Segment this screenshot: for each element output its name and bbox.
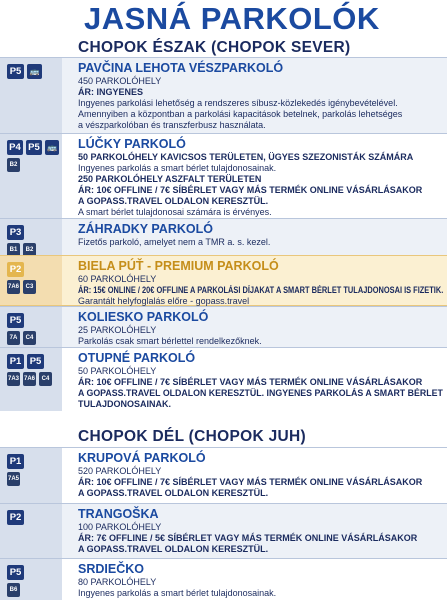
parking-row <box>0 57 447 133</box>
icon-column <box>0 307 62 347</box>
parking-name: OTUPNÉ PARKOLÓ <box>78 351 196 365</box>
parking-info-line: A GOPASS.TRAVEL OLDALON KERESZTÜL. <box>78 544 269 554</box>
parking-zone-icon: P5 <box>7 565 24 580</box>
lift-icon: C4 <box>39 372 52 386</box>
page-title: JASNÁ PARKOLÓK <box>84 1 380 36</box>
section-heading: CHOPOK ÉSZAK (CHOPOK SEVER) <box>78 39 351 56</box>
parking-info-line: a vészparkolóban és transzferbusz használata. <box>78 120 266 130</box>
lift-icon: B2 <box>23 243 36 257</box>
parking-row <box>0 306 447 347</box>
parking-row <box>0 133 447 218</box>
parking-name: KRUPOVÁ PARKOLÓ <box>78 451 206 465</box>
lift-icon: 7A6 <box>7 280 20 294</box>
parking-info-line: ÁR: 10€ OFFLINE / 7€ SÍBÉRLET VAGY MÁS TERMÉK ONLINE VÁSÁRLÁSAKOR <box>78 185 423 195</box>
bus-icon: 🚌 <box>27 64 42 79</box>
parking-zone-icon: P1 <box>7 454 24 469</box>
parking-info-line: A GOPASS.TRAVEL OLDALON KERESZTÜL. <box>78 196 269 206</box>
parking-info-line: 520 PARKOLÓHELY <box>78 466 162 476</box>
parking-row <box>0 255 447 306</box>
parking-name: BIELA PÚŤ - PREMIUM PARKOLÓ <box>78 259 279 273</box>
lift-icon: C3 <box>23 280 36 294</box>
parking-info-line: 50 PARKOLÓHELY <box>78 366 157 376</box>
parking-row <box>0 218 447 255</box>
parking-zone-icon: P1 <box>7 354 24 369</box>
parking-info-line: Garantált helyfoglalás előre - gopass.travel <box>78 296 250 306</box>
parking-name: LÚČKY PARKOLÓ <box>78 137 186 151</box>
parking-info-line: 250 PARKOLÓHELY ASZFALT TERÜLETEN <box>78 174 262 184</box>
parking-name: TRANGOŠKA <box>78 507 159 521</box>
parking-info-line: 50 PARKOLÓHELY KAVICSOS TERÜLETEN, ÜGYES SZEZONISTÁK SZÁMÁRA <box>78 152 414 162</box>
icon-column <box>0 448 62 503</box>
parking-info-line: Ingyenes parkolás a smart bérlet tulajdonosainak. <box>78 163 277 173</box>
parking-zone-icon: P5 <box>26 140 42 155</box>
icon-column <box>0 219 62 255</box>
parking-zone-icon: P2 <box>7 510 24 525</box>
section-heading: CHOPOK DÉL (CHOPOK JUH) <box>78 428 306 445</box>
parking-name: PAVČINA LEHOTA VÉSZPARKOLÓ <box>78 61 284 75</box>
parking-info-line: 100 PARKOLÓHELY <box>78 522 162 532</box>
parking-name: ZÁHRADKY PARKOLÓ <box>78 222 213 236</box>
parking-zone-icon: P5 <box>7 64 24 79</box>
parking-info-line: Amennyiben a központban a parkolási kapacitások betelnek, parkolás lehetséges <box>78 109 403 119</box>
parking-row <box>0 347 447 411</box>
parking-name: SRDIEČKO <box>78 562 144 576</box>
parking-zone-icon: P2 <box>7 262 24 277</box>
parking-info-line: A GOPASS.TRAVEL OLDALON KERESZTÜL. <box>78 488 269 498</box>
lift-icon: C4 <box>23 331 36 345</box>
parking-info-line: 80 PARKOLÓHELY <box>78 577 157 587</box>
lift-icon: B6 <box>7 583 20 597</box>
icon-column <box>0 134 62 218</box>
parking-zone-icon: P5 <box>7 313 24 328</box>
lift-icon: 7A6 <box>23 372 36 386</box>
parking-info-line: TULAJDONOSAINAK. <box>78 399 172 409</box>
parking-info-line: ÁR: INGYENES <box>78 87 144 97</box>
icon-column <box>0 348 62 411</box>
icon-column <box>0 256 62 305</box>
parking-info-line: A smart bérlet tulajdonosai számára is érvényes. <box>78 207 272 217</box>
parking-row <box>0 503 447 558</box>
parking-info-line: 25 PARKOLÓHELY <box>78 325 157 335</box>
parking-info-line: ÁR: 10€ OFFLINE / 7€ SÍBÉRLET VAGY MÁS TERMÉK ONLINE VÁSÁRLÁSAKOR <box>78 377 423 387</box>
parking-info-line: ÁR: 10€ OFFLINE / 7€ SÍBÉRLET VAGY MÁS TERMÉK ONLINE VÁSÁRLÁSAKOR <box>78 477 423 487</box>
lift-icon: B2 <box>7 158 20 172</box>
bus-icon: 🚌 <box>45 140 59 155</box>
parking-zone-icon: P4 <box>7 140 23 155</box>
lift-icon: 7A3 <box>7 372 20 386</box>
parking-info-line: A GOPASS.TRAVEL OLDALON KERESZTÜL. INGYENES PARKOLÁS A SMART BÉRLET <box>78 388 443 398</box>
parking-zone-icon: P5 <box>27 354 44 369</box>
parking-info-line: Fizetős parkoló, amelyet nem a TMR a. s. kezel. <box>78 237 271 247</box>
parking-info-line: Ingyenes parkolási lehetőség a rendszeres síbusz-közlekedés igénybevételével. <box>78 98 398 108</box>
icon-column <box>0 504 62 558</box>
parking-row <box>0 558 447 600</box>
parking-info-line: ÁR: 15€ ONLINE / 20€ OFFLINE A PARKOLÁSI DÍJAKAT A SMART BÉRLET TULAJDONOSAI IS FIZETIK. <box>78 285 444 295</box>
parking-info-line: Parkolás csak smart bérlettel rendelkezőknek. <box>78 336 262 346</box>
lift-icon: 7A5 <box>7 472 20 486</box>
parking-zone-icon: P3 <box>7 225 24 240</box>
parking-row <box>0 447 447 503</box>
parking-name: KOLIESKO PARKOLÓ <box>78 310 209 324</box>
parking-info-line: Ingyenes parkolás a smart bérlet tulajdonosainak. <box>78 588 277 598</box>
lift-icon: B1 <box>7 243 20 257</box>
parking-info-line: ÁR: 7€ OFFLINE / 5€ SÍBÉRLET VAGY MÁS TERMÉK ONLINE VÁSÁRLÁSAKOR <box>78 533 418 543</box>
parking-info-line: 60 PARKOLÓHELY <box>78 274 157 284</box>
icon-column <box>0 58 62 133</box>
icon-column <box>0 559 62 600</box>
lift-icon: 7A <box>7 331 20 345</box>
parking-info-line: 450 PARKOLÓHELY <box>78 76 162 86</box>
